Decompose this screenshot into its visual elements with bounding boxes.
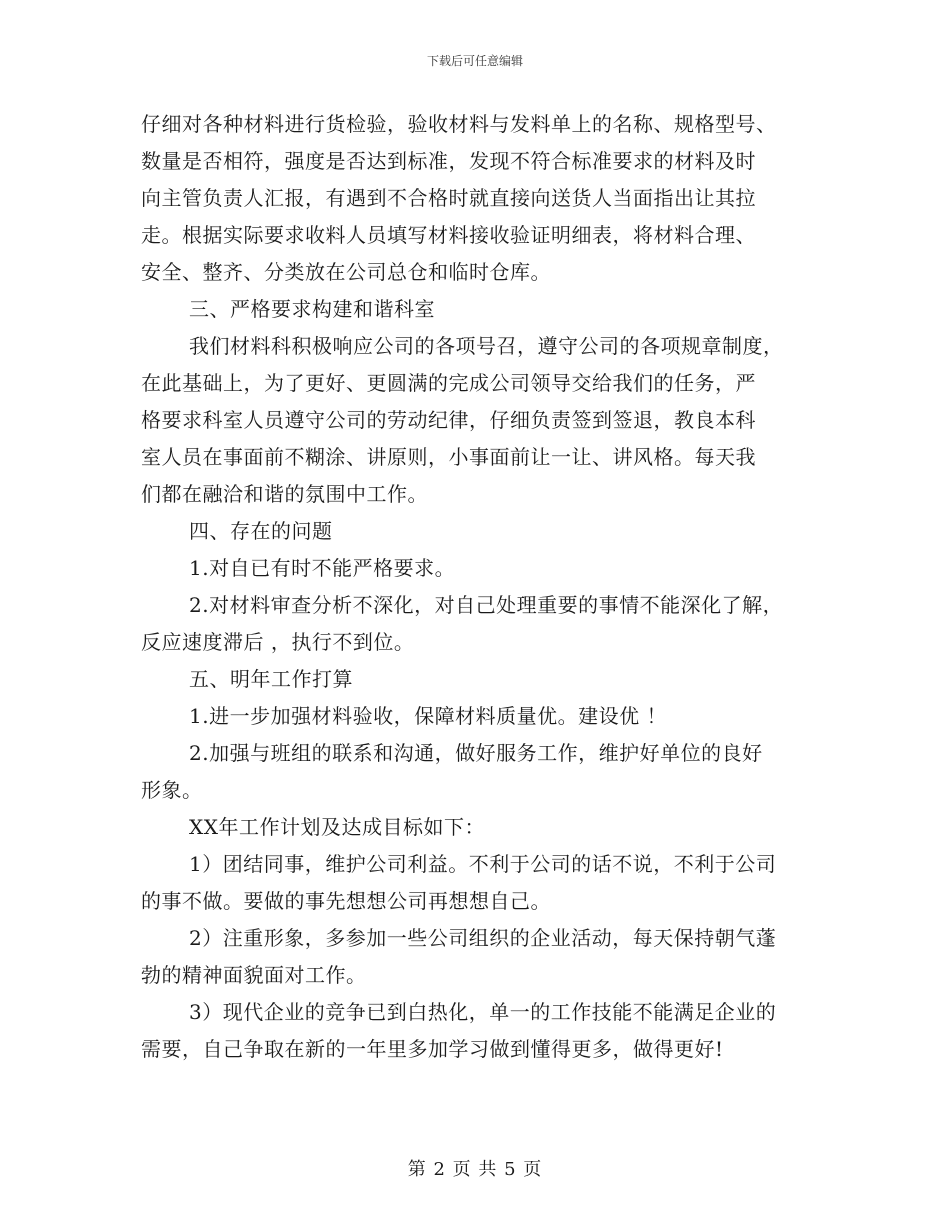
text-line: 仔细对各种材料进行货检验，验收材料与发料单上的名称、规格型号、 xyxy=(141,112,777,136)
text-line: 形象。 xyxy=(141,778,203,802)
text-line: 在此基础上，为了更好、更圆满的完成公司领导交给我们的任务，严 xyxy=(141,371,756,395)
text-line: XX年工作计划及达成目标如下： xyxy=(189,815,485,839)
text-line: 三、严格要求构建和谐科室 xyxy=(189,297,435,321)
text-line: 1）团结同事，维护公司利益。不利于公司的话不说，不利于公司 xyxy=(189,852,777,876)
page-footer: 第 2 页 共 5 页 xyxy=(407,1159,543,1180)
text-line: 反应速度滞后 ，执行不到位。 xyxy=(141,630,415,654)
document-body xyxy=(141,106,809,1068)
text-line: 1.对自已有时不能严格要求。 xyxy=(189,556,456,580)
text-line: 格要求科室人员遵守公司的劳动纪律，仔细负责签到签退，教良本科 xyxy=(141,408,756,432)
text-line: 2.对材料审查分析不深化，对自己处理重要的事情不能深化了解， xyxy=(189,593,784,617)
page-header: 下载后可任意编辑 xyxy=(426,54,523,68)
text-line: 室人员在事面前不糊涂、讲原则，小事面前让一让、讲风格。每天我 xyxy=(141,445,756,469)
text-line: 们都在融洽和谐的氛围中工作。 xyxy=(141,482,428,506)
text-line: 四、存在的问题 xyxy=(189,519,333,543)
text-line: 向主管负责人汇报，有遇到不合格时就直接向送货人当面指出让其拉 xyxy=(141,186,756,210)
text-line: 勃的精神面貌面对工作。 xyxy=(141,963,367,987)
text-line: 安全、整齐、分类放在公司总仓和临时仓库。 xyxy=(141,260,551,284)
text-line: 需要，自己争取在新的一年里多加学习做到懂得更多，做得更好! xyxy=(141,1037,724,1061)
text-line: 2.加强与班组的联系和沟通，做好服务工作，维护好单位的良好 xyxy=(189,741,763,765)
text-line: 走。根据实际要求收料人员填写材料接收验证明细表，将材料合理、 xyxy=(141,223,756,247)
text-line: 3）现代企业的竞争已到白热化，单一的工作技能不能满足企业的 xyxy=(189,1000,777,1024)
text-line: 数量是否相符，强度是否达到标准，发现不符合标准要求的材料及时 xyxy=(141,149,756,173)
text-line: 五、明年工作打算 xyxy=(189,667,353,691)
text-line: 我们材料科积极响应公司的各项号召，遵守公司的各项规章制度， xyxy=(189,334,784,358)
text-line: 2）注重形象，多参加一些公司组织的企业活动，每天保持朝气蓬 xyxy=(189,926,777,950)
text-line: 的事不做。要做的事先想想公司再想想自己。 xyxy=(141,889,551,913)
text-line: 1.进一步加强材料验收，保障材料质量优。建设优 ！ xyxy=(189,704,667,728)
